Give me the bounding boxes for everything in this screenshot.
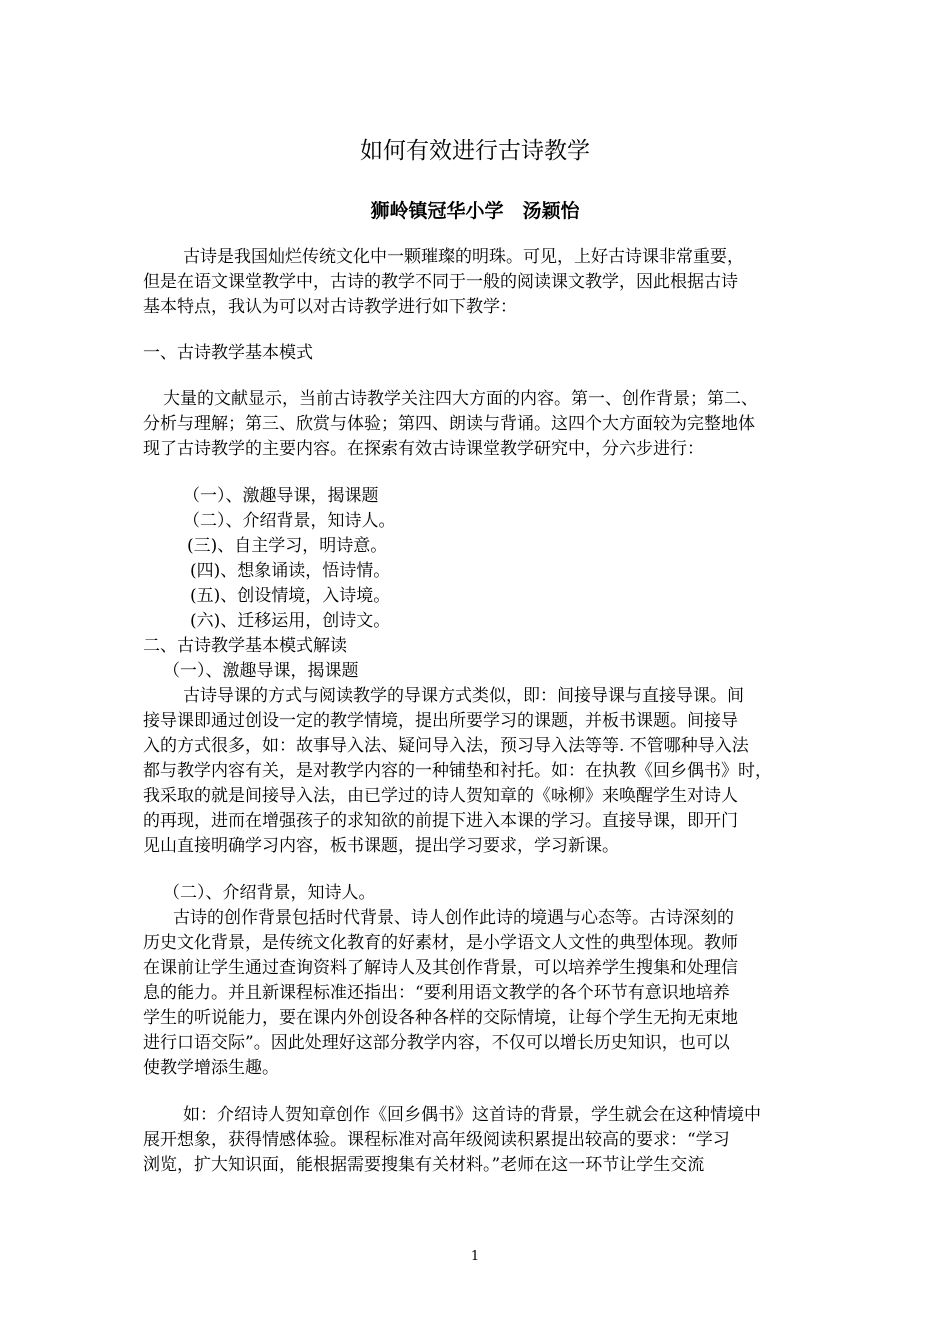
paragraph-line: 如：介绍诗人贺知章创作《回乡偶书》这首诗的背景，学生就会在这种情境中 [183,1105,761,1125]
paragraph-line: 历史文化背景，是传统文化教育的好素材，是小学语文人文性的典型体现。教师 [143,933,738,953]
intro-line: 基本特点，我认为可以对古诗教学进行如下教学： [143,297,517,317]
paragraph-line: 古诗导课的方式与阅读教学的导课方式类似，即：间接导课与直接导课。间 [183,686,744,706]
paragraph-line: 都与教学内容有关，是对教学内容的一种铺垫和衬托。如：在执教《回乡偶书》时， [143,761,772,781]
paragraph-line: 息的能力。并且新课程标准还指出：“要利用语文教学的各个环节有意识地培养 [143,983,730,1003]
subsection-heading: （二）、介绍背景，知诗人。 [163,883,376,903]
paragraph-line: 的再现，进而在增强孩子的求知欲的前提下进入本课的学习。直接导课，即开门 [143,811,738,831]
step-item: （一）、激趣导课，揭课题 [183,486,379,506]
step-item: (四)、想象诵读，悟诗情。 [190,561,391,581]
paragraph-line: 使教学增添生趣。 [143,1058,279,1078]
paragraph-line: 展开想象，获得情感体验。课程标准对高年级阅读积累提出较高的要求：“学习 [143,1130,730,1150]
step-item: (六)、迁移运用，创诗文。 [190,611,391,631]
step-item: (三)、自主学习，明诗意。 [187,536,388,556]
page-number: 1 [470,1249,480,1264]
paragraph-line: 学生的听说能力，要在课内外创设各种各样的交际情境，让每个学生无拘无束地 [143,1008,738,1028]
document-title: 如何有效进行古诗教学 [360,138,590,164]
paragraph-line: 进行口语交际”。因此处理好这部分教学内容，不仅可以增长历史知识，也可以 [143,1033,730,1053]
paragraph-line: 入的方式很多，如：故事导入法、疑问导入法，预习导入法等等. 不管哪种导入法 [143,736,749,756]
intro-line: 古诗是我国灿烂传统文化中一颗璀璨的明珠。可见，上好古诗课非常重要， [183,247,744,267]
step-item: （二）、介绍背景，知诗人。 [183,511,396,531]
paragraph-line: 浏览，扩大知识面，能根据需要搜集有关材料。”老师在这一环节让学生交流 [143,1155,705,1175]
paragraph-line: 接导课即通过创设一定的教学情境，提出所要学习的课题，并板书课题。间接导 [143,711,738,731]
paragraph-line: 现了古诗教学的主要内容。在探索有效古诗课堂教学研究中，分六步进行： [143,439,704,459]
intro-line: 但是在语文课堂教学中，古诗的教学不同于一般的阅读课文教学，因此根据古诗 [143,272,738,292]
paragraph-line: 见山直接明确学习内容，板书课题，提出学习要求，学习新课。 [143,836,619,856]
section-heading: 一、古诗教学基本模式 [143,343,313,363]
paragraph-line: 分析与理解；第三、欣赏与体验；第四、朗读与背诵。这四个大方面较为完整地体 [143,414,755,434]
paragraph-line: 大量的文献显示，当前古诗教学关注四大方面的内容。第一、创作背景；第二、 [163,389,758,409]
paragraph-line: 古诗的创作背景包括时代背景、诗人创作此诗的境遇与心态等。古诗深刻的 [173,908,734,928]
step-item: (五)、创设情境，入诗境。 [190,586,391,606]
paragraph-line: 在课前让学生通过查询资料了解诗人及其创作背景，可以培养学生搜集和处理信 [143,958,738,978]
paragraph-line: 我采取的就是间接导入法，由已学过的诗人贺知章的《咏柳》来唤醒学生对诗人 [143,786,738,806]
section-heading: 二、古诗教学基本模式解读 [143,636,347,656]
document-author: 狮岭镇冠华小学 汤颖怡 [370,200,580,222]
subsection-heading: （一）、激趣导课，揭课题 [163,661,359,681]
